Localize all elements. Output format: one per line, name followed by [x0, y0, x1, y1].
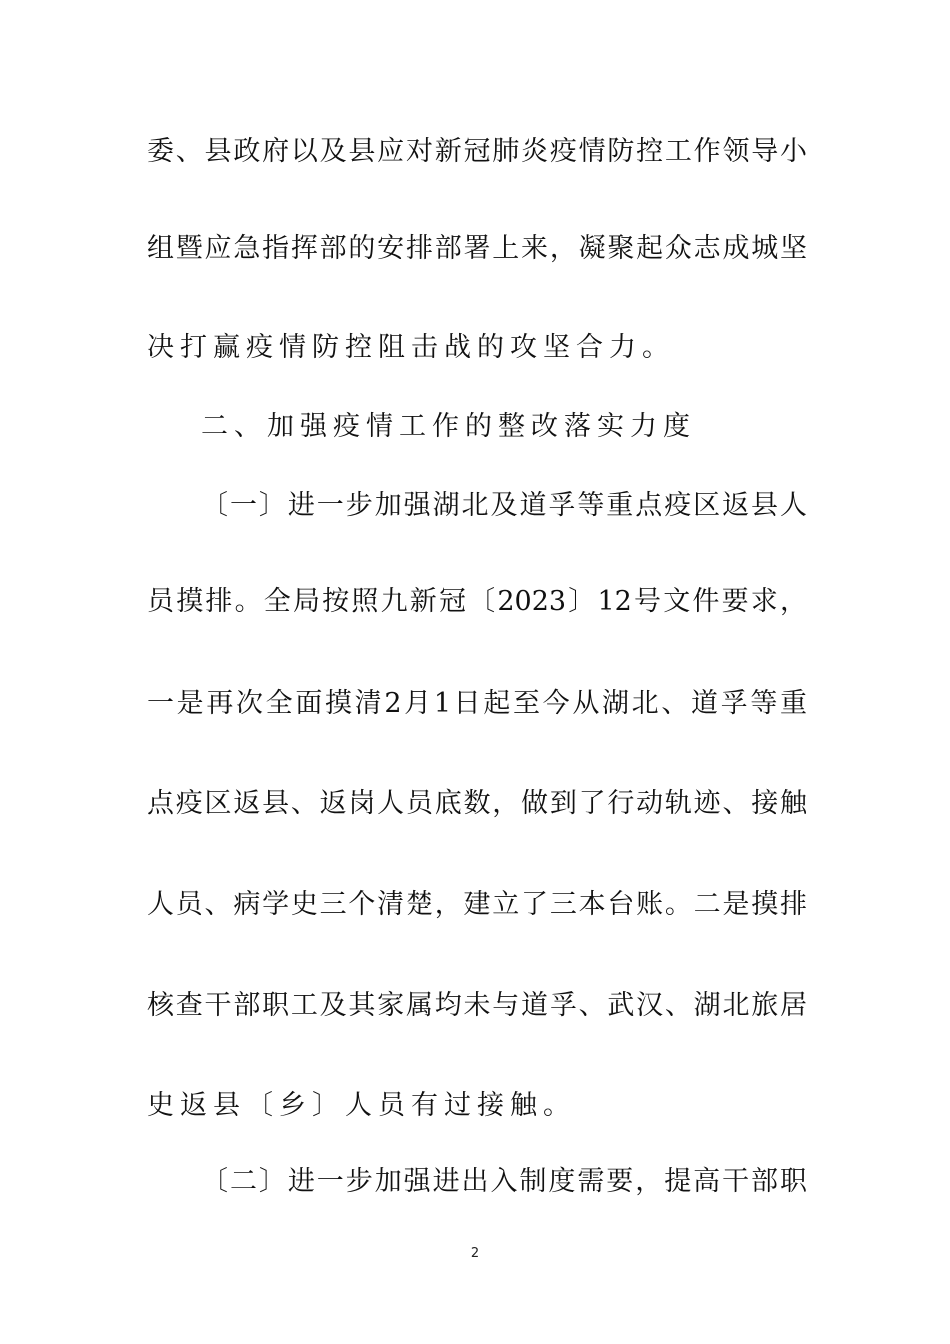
text-line-8: 点疫区返县、返岗人员底数，做到了行动轨迹、接触: [147, 788, 807, 819]
section-heading: 二、加强疫情工作的整改落实力度: [201, 411, 696, 442]
text-line-9: 人员、病学史三个清楚，建立了三本台账。二是摸排: [147, 889, 807, 920]
text-line-2: 组暨应急指挥部的安排部署上来，凝聚起众志成城坚: [147, 233, 807, 264]
text-line-12: 〔二〕进一步加强进出入制度需要，提高干部职: [201, 1166, 807, 1197]
text-line-7: 一是再次全面摸清2月1日起至今从湖北、道孚等重: [147, 688, 807, 719]
text-line-10: 核查干部职工及其家属均未与道孚、武汉、湖北旅居: [147, 990, 807, 1021]
text-line-11: 史返县〔乡〕人员有过接触。: [147, 1090, 576, 1121]
text-line-6: 员摸排。全局按照九新冠〔2023〕12号文件要求，: [147, 586, 807, 617]
text-line-5: 〔一〕进一步加强湖北及道孚等重点疫区返县人: [201, 490, 807, 521]
text-line-1: 委、县政府以及县应对新冠肺炎疫情防控工作领导小: [147, 136, 807, 167]
page-number: 2: [470, 1246, 480, 1261]
text-line-3: 决打赢疫情防控阻击战的攻坚合力。: [147, 332, 675, 363]
